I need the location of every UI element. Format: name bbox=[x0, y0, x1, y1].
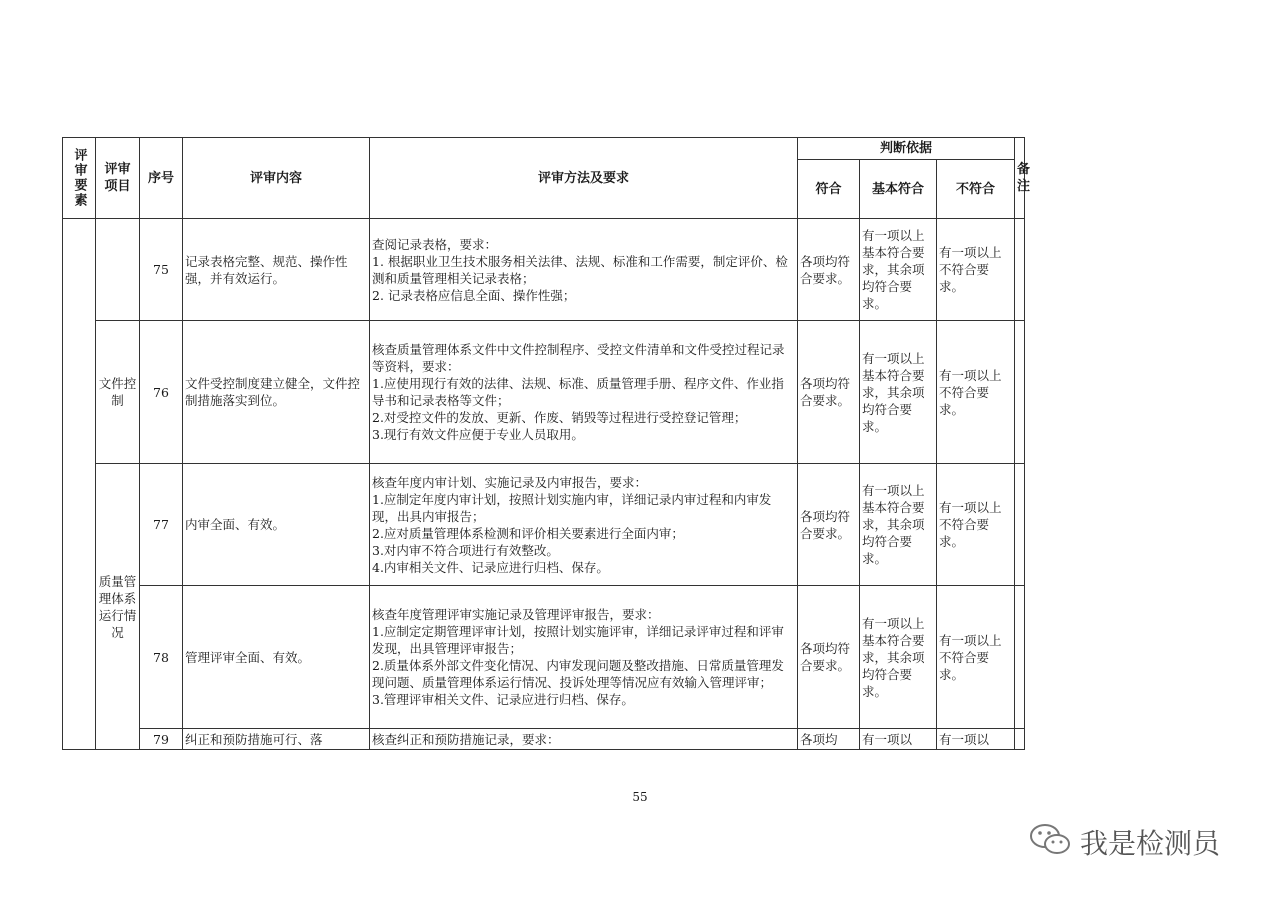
header-element: 评审要素 bbox=[63, 138, 96, 219]
conform-cell: 各项均符合要求。 bbox=[798, 464, 860, 586]
header-basic: 基本符合 bbox=[860, 160, 937, 219]
header-conform: 符合 bbox=[798, 160, 860, 219]
item-cell bbox=[96, 219, 140, 321]
table-row bbox=[63, 321, 1025, 464]
nonconform-cell: 有一项以上不符合要求。 bbox=[937, 464, 1015, 586]
seq-cell: 75 bbox=[140, 219, 183, 321]
content-cell: 纠正和预防措施可行、落 bbox=[183, 729, 370, 750]
table-row bbox=[63, 464, 1025, 586]
header-item: 评审项目 bbox=[96, 138, 140, 219]
remark-cell bbox=[1015, 464, 1025, 586]
header-nonconform: 不符合 bbox=[937, 160, 1015, 219]
seq-cell: 76 bbox=[140, 321, 183, 464]
watermark bbox=[1028, 822, 1220, 862]
nonconform-cell: 有一项以上不符合要求。 bbox=[937, 321, 1015, 464]
wechat-icon bbox=[1028, 822, 1072, 862]
basic-cell: 有一项以上基本符合要求，其余项均符合要求。 bbox=[860, 321, 937, 464]
seq-cell: 78 bbox=[140, 586, 183, 729]
table-row bbox=[63, 219, 1025, 321]
header-seq: 序号 bbox=[140, 138, 183, 219]
conform-cell: 各项均 bbox=[798, 729, 860, 750]
content-cell: 内审全面、有效。 bbox=[183, 464, 370, 586]
remark-cell bbox=[1015, 729, 1025, 750]
method-cell: 核查年度内审计划、实施记录及内审报告，要求： 1.应制定年度内审计划，按照计划实施内审，详细记录内审过程和内审发现，出具内审报告； 2.应对质量管理体系检测和评价相关要素进行全面内审； 3.对内审不符合项进行有效整改。 4.内审相关文件、记录应进行归档、保存。 bbox=[370, 464, 798, 586]
remark-cell bbox=[1015, 586, 1025, 729]
nonconform-cell: 有一项以上不符合要求。 bbox=[937, 219, 1015, 321]
method-cell: 查阅记录表格，要求： 1. 根据职业卫生技术服务相关法律、法规、标准和工作需要，制定评价、检测和质量管理相关记录表格； 2. 记录表格应信息全面、操作性强； bbox=[370, 219, 798, 321]
header-remark: 备注 bbox=[1015, 138, 1025, 219]
seq-cell: 77 bbox=[140, 464, 183, 586]
watermark-text: 我是检测员 bbox=[1080, 827, 1221, 860]
method-cell: 核查质量管理体系文件中文件控制程序、受控文件清单和文件受控过程记录等资料，要求： 1.应使用现行有效的法律、法规、标准、质量管理手册、程序文件、作业指导书和记录表格等文件； 2.对受控文件的发放、更新、作废、销毁等过程进行受控登记管理； 3.现行有效文件应便于专业人员取用。 bbox=[370, 321, 798, 464]
review-table bbox=[62, 137, 1031, 750]
content-cell: 管理评审全面、有效。 bbox=[183, 586, 370, 729]
table-row bbox=[63, 586, 1025, 729]
page-number: 55 bbox=[632, 790, 648, 804]
nonconform-cell: 有一项以 bbox=[937, 729, 1015, 750]
method-cell: 核查年度管理评审实施记录及管理评审报告，要求： 1.应制定定期管理评审计划，按照计划实施评审，详细记录评审过程和评审发现，出具管理评审报告； 2.质量体系外部文件变化情况、内审发现问题及整改措施、日常质量管理发现问题、质量管理体系运行情况、投诉处理等情况应有效输入管理评审； 3.管理评审相关文件、记录应进行归档、保存。 bbox=[370, 586, 798, 729]
header-basis: 判断依据 bbox=[798, 138, 1015, 160]
content-cell: 文件受控制度建立健全，文件控制措施落实到位。 bbox=[183, 321, 370, 464]
conform-cell: 各项均符合要求。 bbox=[798, 586, 860, 729]
remark-cell bbox=[1015, 219, 1025, 321]
item-cell: 质量管理体系运行情况 bbox=[96, 464, 140, 750]
basic-cell: 有一项以 bbox=[860, 729, 937, 750]
element-cell bbox=[63, 219, 96, 750]
seq-cell: 79 bbox=[140, 729, 183, 750]
content-cell: 记录表格完整、规范、操作性强，并有效运行。 bbox=[183, 219, 370, 321]
basic-cell: 有一项以上基本符合要求，其余项均符合要求。 bbox=[860, 586, 937, 729]
conform-cell: 各项均符合要求。 bbox=[798, 321, 860, 464]
header-method: 评审方法及要求 bbox=[370, 138, 798, 219]
method-cell: 核查纠正和预防措施记录，要求： bbox=[370, 729, 798, 750]
nonconform-cell: 有一项以上不符合要求。 bbox=[937, 586, 1015, 729]
basic-cell: 有一项以上基本符合要求，其余项均符合要求。 bbox=[860, 464, 937, 586]
item-cell: 文件控制 bbox=[96, 321, 140, 464]
conform-cell: 各项均符合要求。 bbox=[798, 219, 860, 321]
remark-cell bbox=[1015, 321, 1025, 464]
header-content: 评审内容 bbox=[183, 138, 370, 219]
basic-cell: 有一项以上基本符合要求，其余项均符合要求。 bbox=[860, 219, 937, 321]
table-row bbox=[63, 729, 1025, 750]
